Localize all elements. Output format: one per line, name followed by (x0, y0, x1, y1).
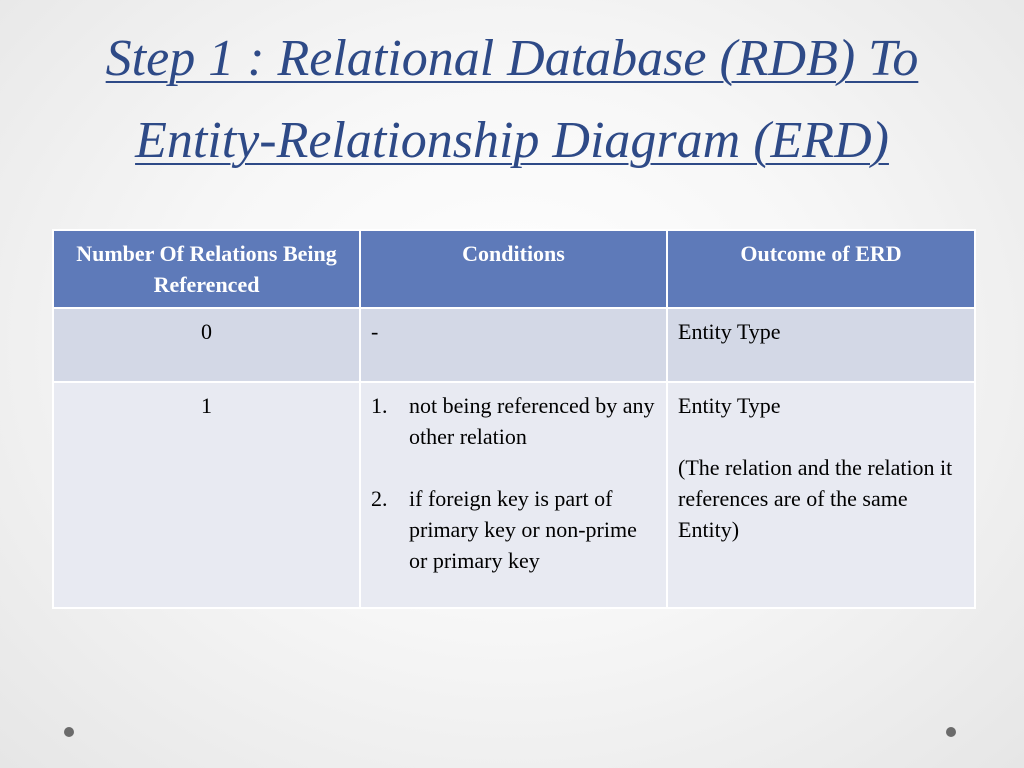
slide-title-line-1: Step 1 : Relational Database (RDB) To (105, 30, 919, 87)
condition-text: not being referenced by any other relation (409, 393, 655, 449)
decorative-dot-left (64, 727, 74, 737)
decorative-dot-right (946, 727, 956, 737)
table-row (53, 308, 975, 382)
rdb-to-erd-table (52, 229, 976, 609)
cell-outcome: Entity Type (667, 308, 975, 382)
header-outcome: Outcome of ERD (667, 230, 975, 308)
table-row (53, 382, 975, 608)
cell-condition: - (360, 308, 667, 382)
header-conditions: Conditions (360, 230, 667, 308)
condition-text: if foreign key is part of primary key or non-prime or primary key (409, 486, 637, 573)
cell-number: 1 (53, 382, 360, 608)
slide-title (40, 18, 984, 182)
conditions-list (371, 390, 656, 576)
rdb-to-erd-table-container (52, 229, 974, 609)
header-number-of-relations: Number Of Relations Being Referenced (53, 230, 360, 308)
cell-number: 0 (53, 308, 360, 382)
list-marker: 2. (371, 486, 388, 511)
cell-outcome (667, 382, 975, 608)
table-header-row (53, 230, 975, 308)
cell-conditions (360, 382, 667, 608)
outcome-note: (The relation and the relation it references are of the same Entity) (678, 455, 953, 542)
list-item (371, 483, 656, 576)
list-marker: 1. (371, 393, 388, 418)
list-item (371, 390, 656, 452)
slide-title-line-2: Entity-Relationship Diagram (ERD) (135, 112, 889, 169)
outcome-text: Entity Type (678, 393, 781, 418)
